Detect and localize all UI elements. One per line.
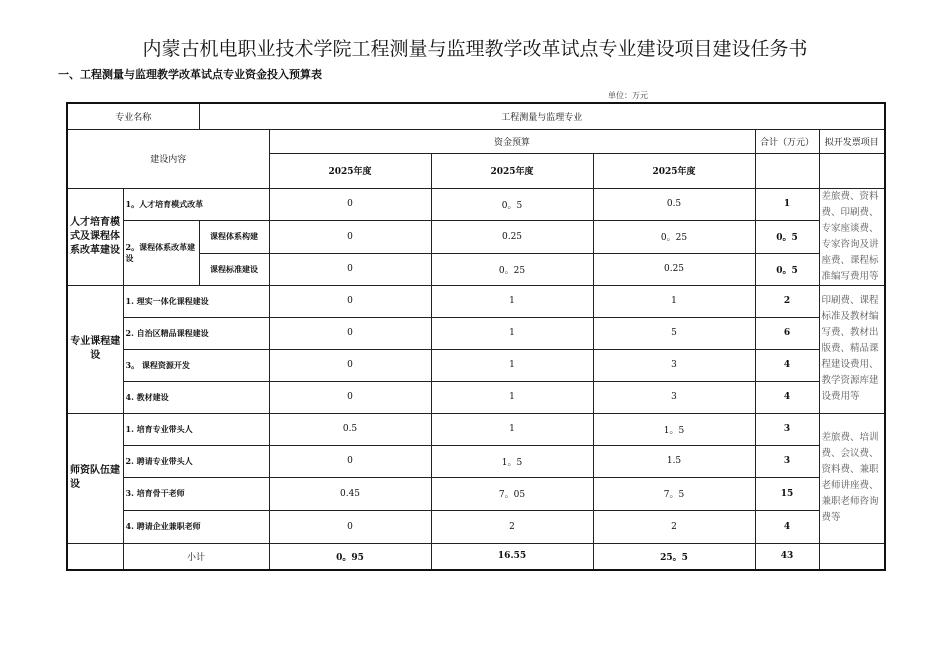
value-cell: 0 [269,445,431,477]
row-total-cell: 0。5 [755,220,819,253]
subtotal-total: 43 [755,543,819,570]
empty-cell [755,153,819,188]
table-row [67,220,885,253]
value-cell: 3 [593,381,755,413]
item-cell: 2。课程体系改革建设 [123,220,199,285]
total-label: 合计（万元） [755,129,819,153]
table-row [67,381,885,413]
row-total-cell: 4 [755,381,819,413]
value-cell: 0.25 [431,220,593,253]
item-cell: 3。 课程资源开发 [123,349,269,381]
row-total-cell: 1 [755,188,819,220]
major-label: 专业名称 [67,103,199,129]
table-row [67,510,885,543]
value-cell: 0.25 [593,253,755,285]
table-row [67,285,885,317]
table-row [67,413,885,445]
value-cell: 1。5 [593,413,755,445]
value-cell: 1。5 [431,445,593,477]
row-total-cell: 6 [755,317,819,349]
invoice-notes: 差旅费、资料费、印刷费、专家座谈费、专家咨询及讲座费、课程标准编写费用等 [819,188,885,285]
value-cell: 1 [431,413,593,445]
table-row [67,349,885,381]
value-cell: 0 [269,253,431,285]
unit-note: 单位：万元 [608,91,648,100]
row-total-cell: 15 [755,477,819,510]
sub-item-cell: 课程体系构建 [199,220,269,253]
row-total-cell: 3 [755,445,819,477]
value-cell: 1 [431,317,593,349]
value-cell: 0。25 [593,220,755,253]
subtotal-value: 16.55 [431,543,593,570]
value-cell: 1 [593,285,755,317]
year-header: 2025年度 [593,153,755,188]
empty-cell [819,543,885,570]
value-cell: 0 [269,381,431,413]
item-cell: 4. 教材建设 [123,381,269,413]
budget-label: 资金预算 [269,129,755,153]
row-total-cell: 4 [755,510,819,543]
value-cell: 0.5 [593,188,755,220]
subtotal-value: 25。5 [593,543,755,570]
value-cell: 0 [269,317,431,349]
value-cell: 3 [593,349,755,381]
category-cell: 专业课程建设 [67,285,123,413]
header-row-budget [67,129,885,153]
value-cell: 1 [431,285,593,317]
sub-item-cell: 课程标准建设 [199,253,269,285]
invoice-notes: 印刷费、课程标准及教材编写费、教材出版费、精品课程建设费用、教学资源库建设费用等 [819,285,885,413]
category-cell: 师资队伍建设 [67,413,123,543]
section-heading: 一、工程测量与监理教学改革试点专业资金投入预算表 [58,68,322,81]
item-cell: 1. 理实一体化课程建设 [123,285,269,317]
row-total-cell: 0。5 [755,253,819,285]
value-cell: 0 [269,188,431,220]
item-cell: 3. 培育骨干老师 [123,477,269,510]
item-cell: 1。人才培育模式改革 [123,188,269,220]
item-cell: 2. 自治区精品课程建设 [123,317,269,349]
value-cell: 0.45 [269,477,431,510]
major-value: 工程测量与监理专业 [199,103,885,129]
value-cell: 0。5 [431,188,593,220]
category-cell: 人才培育模式及课程体系改革建设 [67,188,123,285]
value-cell: 7。5 [593,477,755,510]
empty-cell [819,153,885,188]
table-row [67,477,885,510]
header-row-major [67,103,885,129]
value-cell: 5 [593,317,755,349]
value-cell: 0.5 [269,413,431,445]
value-cell: 7。05 [431,477,593,510]
value-cell: 1 [431,381,593,413]
empty-cell [67,543,123,570]
subtotal-label: 小计 [123,543,269,570]
value-cell: 2 [431,510,593,543]
value-cell: 0 [269,220,431,253]
subtotal-value: 0。95 [269,543,431,570]
row-total-cell: 2 [755,285,819,317]
item-cell: 4. 聘请企业兼职老师 [123,510,269,543]
document-title: 内蒙古机电职业技术学院工程测量与监理教学改革试点专业建设项目建设任务书 [142,38,808,60]
budget-table [66,102,886,571]
row-total-cell: 4 [755,349,819,381]
year-header: 2025年度 [431,153,593,188]
invoice-label: 拟开发票项目 [819,129,885,153]
content-label: 建设内容 [67,129,269,188]
table-row [67,188,885,220]
item-cell: 1. 培育专业带头人 [123,413,269,445]
value-cell: 0 [269,349,431,381]
invoice-notes: 差旅费、培训费、会议费、资料费、兼职老师讲座费、兼职老师咨询费等 [819,413,885,543]
value-cell: 1.5 [593,445,755,477]
value-cell: 1 [431,349,593,381]
subtotal-row [67,543,885,570]
table-row [67,445,885,477]
value-cell: 0 [269,285,431,317]
item-cell: 2. 聘请专业带头人 [123,445,269,477]
table-row [67,317,885,349]
year-header: 2025年度 [269,153,431,188]
value-cell: 0 [269,510,431,543]
row-total-cell: 3 [755,413,819,445]
value-cell: 2 [593,510,755,543]
value-cell: 0。25 [431,253,593,285]
